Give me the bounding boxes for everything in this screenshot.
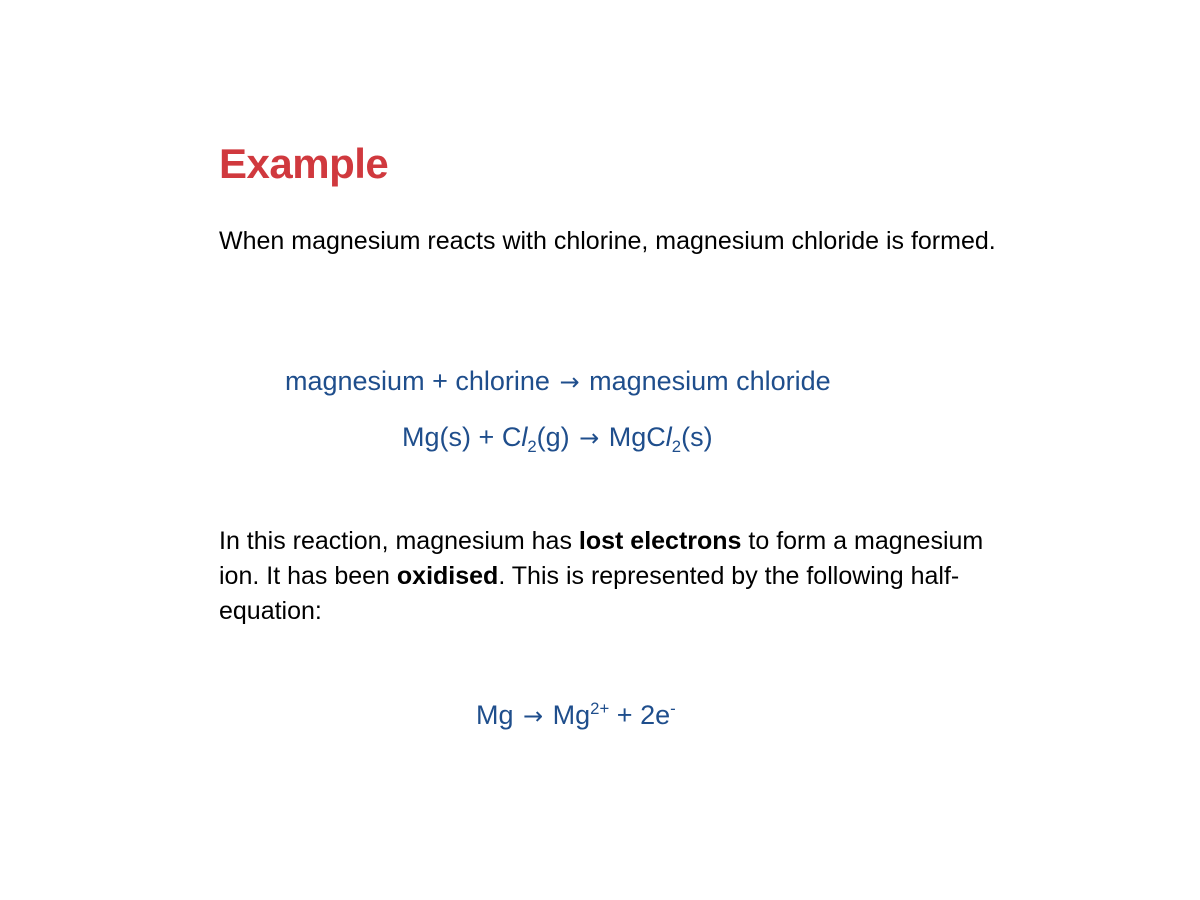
sym-cl-l: l bbox=[521, 422, 528, 452]
sym-prod-mgc: MgC bbox=[608, 422, 666, 452]
sym-cl-c: C bbox=[501, 422, 522, 452]
half-product: Mg bbox=[552, 700, 591, 730]
arrow-icon: → bbox=[579, 424, 600, 452]
explanation-paragraph bbox=[219, 524, 1009, 629]
sym-mg: Mg(s) bbox=[402, 422, 471, 452]
sym-prod-l: l bbox=[665, 422, 672, 452]
half-equation bbox=[476, 700, 676, 731]
word-reactant-2: chlorine bbox=[455, 366, 550, 396]
arrow-icon: → bbox=[559, 368, 580, 396]
word-equation bbox=[285, 366, 831, 397]
symbol-equation bbox=[402, 422, 713, 456]
sym-prod-state: (s) bbox=[681, 422, 713, 452]
intro-paragraph: When magnesium reacts with chlorine, magnesium chloride is formed. bbox=[219, 227, 996, 255]
half-reactant: Mg bbox=[476, 700, 514, 730]
half-electrons: 2e bbox=[640, 700, 671, 730]
explanation-part-3: . This is represented by the following half-equation: bbox=[219, 562, 960, 625]
slide-title: Example bbox=[219, 140, 389, 187]
sym-plus: + bbox=[478, 422, 495, 452]
half-product-charge: 2+ bbox=[590, 698, 610, 718]
explanation-part-2: to form a magnesium ion. It has been bbox=[219, 527, 984, 590]
sym-cl-state: (g) bbox=[536, 422, 570, 452]
half-plus: + bbox=[616, 700, 633, 730]
sym-prod-subscript: 2 bbox=[671, 436, 682, 456]
half-electron-charge: - bbox=[670, 698, 676, 718]
word-reactant-1: magnesium bbox=[285, 366, 425, 396]
explanation-bold-lost-electrons: lost electrons bbox=[578, 527, 742, 555]
arrow-icon: → bbox=[523, 702, 544, 730]
sym-cl-subscript: 2 bbox=[527, 436, 537, 456]
explanation-part-1: In this reaction, magnesium has bbox=[219, 527, 579, 555]
word-plus: + bbox=[432, 366, 448, 396]
explanation-bold-oxidised: oxidised bbox=[396, 562, 499, 590]
word-product: magnesium chloride bbox=[589, 366, 831, 396]
